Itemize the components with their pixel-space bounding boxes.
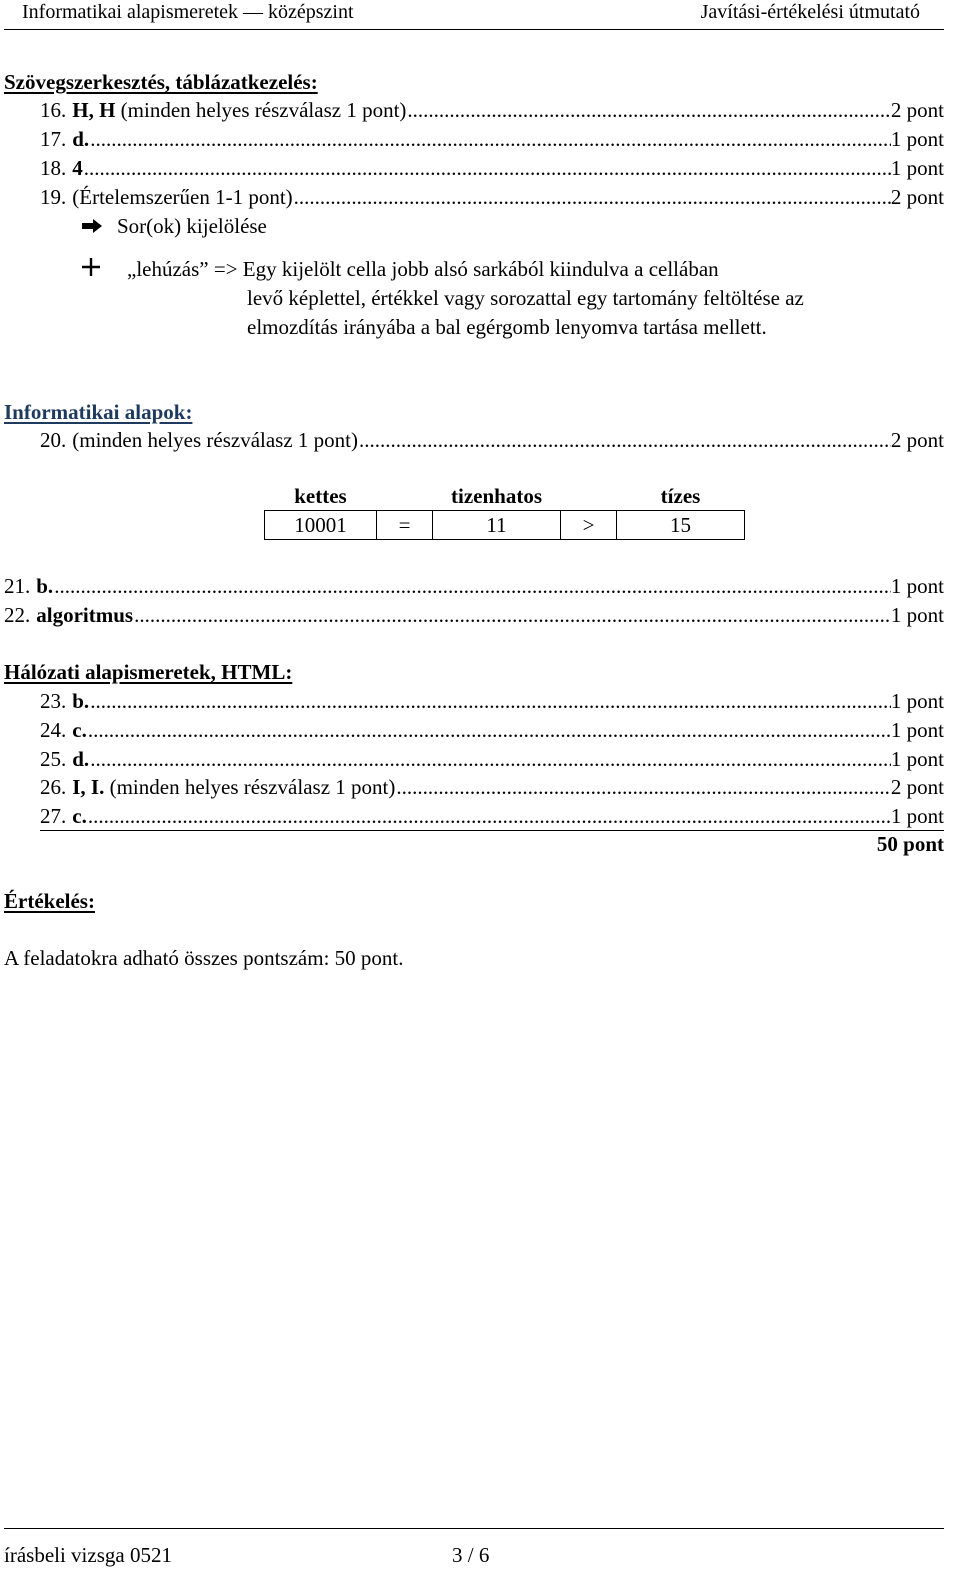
header-hexadecimal: tizenhatos [451,484,542,508]
answer-note: (minden helyes részválasz 1 pont) [72,428,358,452]
answer-value: d. [72,127,90,151]
points: 2 pont [890,185,944,209]
answer-value: d. [72,747,90,771]
footer-left: írásbeli vizsga 0521 [4,1543,172,1567]
section-title-evaluation: Értékelés: [4,889,95,913]
points: 1 pont [890,127,944,151]
arrow-item-text: Sor(ok) kijelölése [117,214,267,238]
relation-sign: > [561,511,617,540]
points: 2 pont [890,428,944,452]
evaluation-text: A feladatokra adható összes pontszám: 50 pont. [4,946,404,970]
answer-row-27: 27. c. ..... 1 pont [40,802,944,831]
plus-item-lead: „lehúzás” => Egy kijelölt cella jobb alsó sarkából kiindulva a cellában [127,257,719,281]
points: 1 pont [890,603,944,627]
hexadecimal-value: 11 [433,511,561,540]
answer-value: b. [36,574,54,598]
decimal-value: 15 [617,511,745,540]
plus-icon [82,258,100,276]
answer-row-17: 17. d. ..... 1 pont [40,125,944,153]
answer-note: (minden helyes részválasz 1 pont) [109,775,396,799]
points: 1 pont [890,804,944,828]
number-conversion-table [264,482,745,540]
points: 1 pont [890,747,944,771]
relation-sign: = [377,511,433,540]
arrow-right-icon [81,218,103,234]
binary-value: 10001 [265,511,377,540]
answer-row-16: 16. H, H (minden helyes részválasz 1 pont) ..... 2 pont [40,96,944,124]
answer-value: H, H [72,98,116,122]
answer-row-25: 25. d. ..... 1 pont [40,745,944,773]
answer-row-23: 23. b. ..... 1 pont [40,687,944,715]
answer-note: (Értelemszerűen 1-1 pont) [72,185,293,209]
answer-value: c. [72,804,87,828]
answer-row-26: 26. I, I. (minden helyes részválasz 1 pont) ..... 2 pont [40,773,944,801]
answer-row-18: 18. 4 ..... 1 pont [40,154,944,182]
points: 1 pont [890,718,944,742]
points: 1 pont [890,156,944,180]
header-rule [4,29,944,30]
header-binary: kettes [294,484,347,508]
answer-value: 4 [72,156,83,180]
page-number: 3 / 6 [452,1543,490,1567]
answer-value: I, I. [72,775,105,799]
answer-row-19: 19. (Értelemszerűen 1-1 pont) ..... 2 pont [40,183,944,211]
points: 1 pont [890,574,944,598]
points: 1 pont [890,689,944,713]
section-title-networking-html: Hálózati alapismeretek, HTML: [4,660,293,684]
section-title-it-basics: Informatikai alapok: [4,400,193,424]
answer-row-21: 21. b. ..... 1 pont [4,572,944,600]
header-left: Informatikai alapismeretek — középszint [22,1,354,23]
section-title-text-spreadsheet: Szövegszerkesztés, táblázatkezelés: [4,70,318,94]
answer-value: b. [72,689,90,713]
footer-rule [4,1528,944,1529]
plus-item-continuation: levő képlettel, értékkel vagy sorozattal egy tartomány feltöltése az elmozdítás irányába a bal egérgomb lenyomva tartása mellett. [247,286,804,339]
answer-note: (minden helyes részválasz 1 pont) [120,98,407,122]
answer-row-22: 22. algoritmus ..... 1 pont [4,601,944,629]
answer-value: algoritmus [36,603,134,627]
header-decimal: tízes [660,484,701,508]
answer-value: c. [72,718,87,742]
answer-row-20: 20. (minden helyes részválasz 1 pont) ..... 2 pont [40,426,944,454]
points: 2 pont [890,775,944,799]
header-right: Javítási-értékelési útmutató [700,1,920,23]
total-points: 50 pont [876,832,944,856]
points: 2 pont [890,98,944,122]
answer-row-24: 24. c. ..... 1 pont [40,716,944,744]
